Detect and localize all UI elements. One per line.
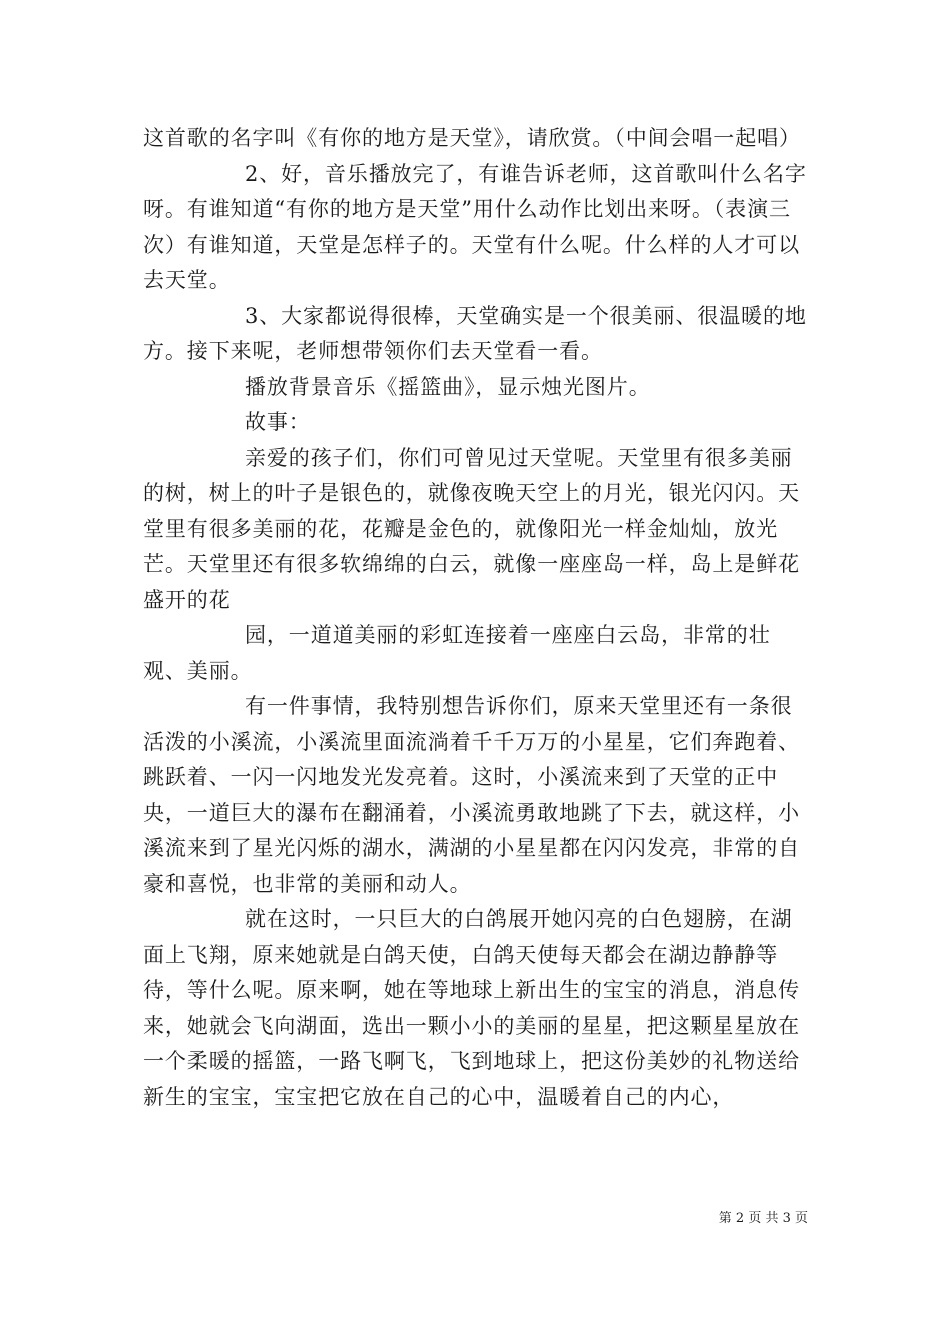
paragraph-1: 这首歌的名字叫《有你的地方是天堂》，请欣赏。（中间会唱一起唱）	[143, 126, 801, 150]
paragraph-9: 就在这时，一只巨大的白鸽展开她闪亮的白色翅膀，在湖面上飞翔，原来她就是白鸽天使，白鸽天使每天都会在湖边静静等待，等什么呢。原来啊，她在等地球上新出生的宝宝的消息，消息传来，她就会飞向湖面，选出一颗小小的美丽的星星，把这颗星星放在一个柔暖的摇篮，一路飞啊飞，飞到地球上，把这份美妙的礼物送给新生的宝宝，宝宝把它放在自己的心中，温暖着自己的内心，	[143, 907, 800, 1109]
paragraph-5: 故事：	[245, 410, 311, 434]
paragraph-2: 2、好，音乐播放完了，有谁告诉老师，这首歌叫什么名字呀。有谁知道“有你的地方是天堂”用什么动作比划出来呀。（表演三次）有谁知道，天堂是怎样子的。天堂有什么呢。什么样的人才可以去天堂。	[143, 161, 807, 292]
paragraph-6: 亲爱的孩子们，你们可曾见过天堂呢。天堂里有很多美丽的树，树上的叶子是银色的，就像夜晚天空上的月光，银光闪闪。天堂里有很多美丽的花，花瓣是金色的，就像阳光一样金灿灿，放光芒。天堂里还有很多软绵绵的白云，就像一座座岛一样，岛上是鲜花盛开的花	[143, 445, 800, 612]
paragraph-4: 播放背景音乐《摇篮曲》，显示烛光图片。	[245, 374, 651, 399]
paragraph-7: 园，一道道美丽的彩虹连接着一座座白云岛，非常的壮观、美丽。	[143, 623, 771, 683]
paragraph-8: 有一件事情，我特别想告诉你们，原来天堂里还有一条很活泼的小溪流，小溪流里面流淌着千千万万的小星星，它们奔跑着、跳跃着、一闪一闪地发光发亮着。这时，小溪流来到了天堂的正中央，一道巨大的瀑布在翻涌着，小溪流勇敢地跳了下去，就这样，小溪流来到了星光闪烁的湖水，满湖的小星星都在闪闪发亮，非常的自豪和喜悦，也非常的美丽和动人。	[143, 694, 800, 896]
paragraph-3: 3、大家都说得很棒，天堂确实是一个很美丽、很温暖的地方。接下来呢，老师想带领你们去天堂看一看。	[143, 303, 807, 363]
page-number-footer: 第 2 页 共 3 页	[718, 1211, 808, 1226]
document-body	[143, 121, 813, 1115]
